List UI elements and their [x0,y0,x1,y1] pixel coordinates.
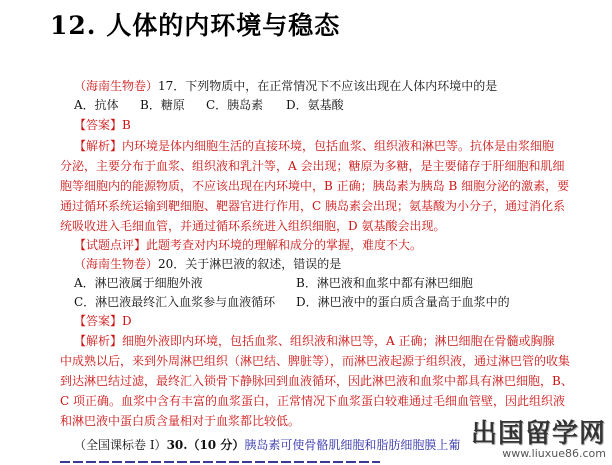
q17-option-b: B．糖原 [140,98,185,112]
watermark-url: www.liuxue86.com [502,447,606,460]
q30-cutoff-marks [60,461,380,463]
q17-analysis-line-4: 通过循环系统运输到靶细胞、靶器官进行作用，C 胰岛素会出现；氨基酸为小分子，通过消化系 [60,199,565,213]
q17-analysis-line-2: 分泌，主要分布于血浆、组织液和乳汁等，A 会出现；糖原为多糖，是主要储存于肝细胞和肌细 [60,159,565,173]
q17-options [74,97,612,114]
q20-analysis-line-4: C 项正确。血浆中含有丰富的血浆蛋白，正常情况下血浆蛋白较难通过毛细血管壁，因此组织液 [60,394,565,408]
q20-analysis-line-2: 中成熟以后，来到外周淋巴组织（淋巴结、脾脏等），而淋巴液起源于组织液，通过淋巴管的收集 [60,354,571,368]
q20-source: （海南生物卷） [74,257,159,271]
q17-source: （海南生物卷） [74,79,159,93]
q20-options-row-1 [74,275,574,292]
q20-analysis-line-3: 到达淋巴结过滤，最终汇入锁骨下静脉回到血液循环，因此淋巴液和血浆中都具有淋巴细胞，B、 [60,374,573,388]
q17-option-a: A．抗体 [74,98,119,112]
q30-source: （全国课标卷 Ⅰ） [74,438,167,452]
q20-option-b: B．淋巴液和血浆中都有淋巴细胞 [296,276,473,290]
q30-score: （10 分） [187,438,245,452]
site-watermark [471,420,606,460]
q17-stem-line [74,78,497,95]
page-title: 12. 人体的内环境与稳态 [50,11,341,40]
q20-analysis-line-5: 和淋巴液中蛋白质含量相对于血浆都比较低。 [60,414,301,428]
q17-analysis-label: 【解析】 [74,139,123,153]
q17-comment: 【试题点评】此题考查对内环境的理解和成分的掌握，难度不大。 [74,238,423,252]
q17-option-c: C．胰岛素 [206,98,264,112]
q20-stem-line [74,256,341,273]
q20-answer: 【答案】D [74,314,132,328]
q20-analysis-line-1: 【解析】细胞外液即内环境，包括血浆、组织液和淋巴等，A 正确；淋巴细胞在骨髓或胸腺 [74,334,555,348]
q17-stem: 17．下列物质中，在正常情况下不应该出现在人体内环境中的是 [158,79,498,93]
q30-line [74,437,460,454]
q17-answer: 【答案】B [74,118,131,132]
q20-option-c: C．淋巴液最终汇入血浆参与血液循环 [74,295,276,309]
q30-number: 30. [166,438,188,452]
q17-option-d: D．氨基酸 [286,98,344,112]
q20-option-a: A．淋巴液属于细胞外液 [74,276,203,290]
q17-analysis-line-5: 统吸收进入毛细血管，并通过循环系统进入组织细胞，D 氨基酸会出现。 [60,219,446,233]
watermark-logo-text: 出国留学网 [470,419,606,449]
q20-analysis-label: 【解析】 [74,334,123,348]
q20-stem: 20．关于淋巴液的叙述，错误的是 [158,257,342,271]
q17-analysis-line-3: 胞等细胞内的能源物质，不应该出现在内环境中，B 正确；胰岛素为胰岛 B 细胞分泌的激素，要 [60,179,570,193]
q20-options-row-2 [74,294,574,311]
q17-analysis-line-1: 【解析】内环境是体内细胞生活的直接环境，包括血浆、组织液和淋巴等。抗体是由浆细胞 [74,139,555,153]
q30-text: 胰岛素可使骨骼肌细胞和脂肪细胞膜上葡 [244,438,461,452]
q20-option-d: D．淋巴液中的蛋白质含量高于血浆中的 [296,295,510,309]
